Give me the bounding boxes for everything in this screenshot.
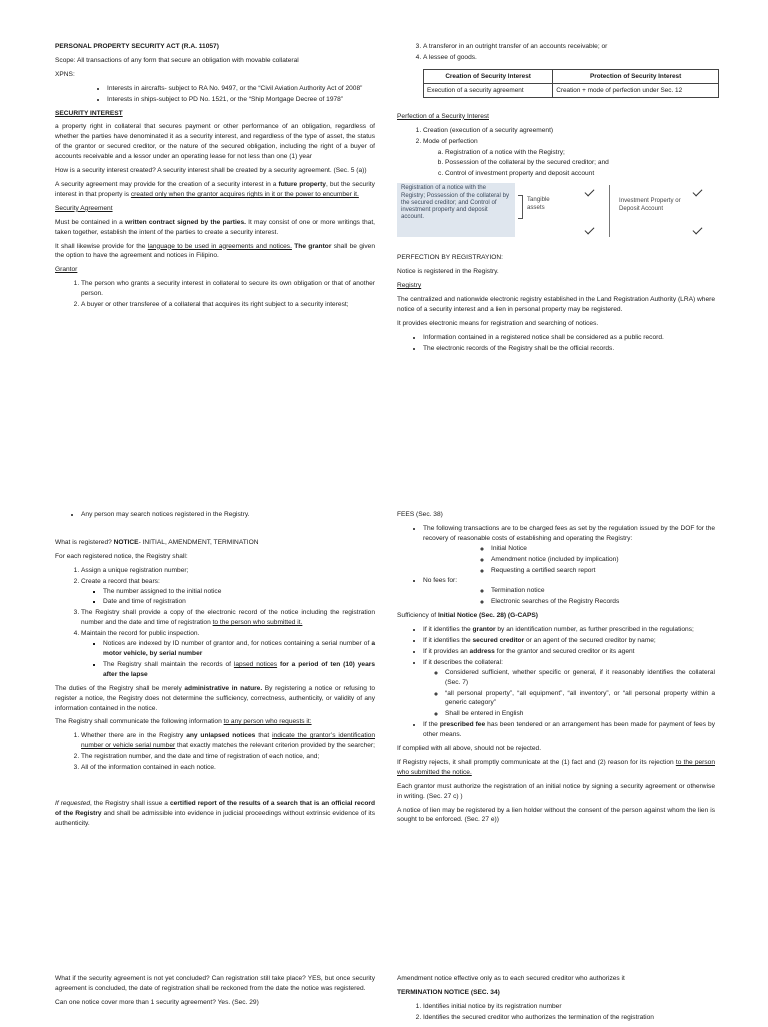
diagram-investment-label: Investment Property or Deposit Account — [619, 197, 681, 212]
diagram-divider — [609, 185, 610, 237]
list-item: • The electronic records of the Registry shall be the official records. — [423, 344, 715, 354]
table-header: Protection of Security Interest — [553, 69, 719, 83]
text-span: to any person who requests it: — [223, 718, 312, 726]
list-item — [423, 658, 715, 719]
text-span: Maintain the record for public inspection. — [81, 630, 200, 638]
text-span: A security agreement may provide for the creation of a security interest in a — [55, 180, 279, 188]
page-1-left-column — [55, 42, 375, 314]
grantor-list — [55, 279, 375, 310]
text-span: If it provides an — [423, 647, 470, 655]
text-span: to the person who submitted it. — [212, 619, 303, 627]
sufficiency-list — [397, 625, 715, 740]
list-item: • Interests in aircrafts- subject to RA No. 9497, or the “Civil Aviation Authority Act of 2008” — [107, 84, 375, 94]
list-item: ◦ Considered sufficient, whether specific or general, if it reasonably identifies the collateral (Sec. 7) — [445, 668, 715, 688]
list-item: 1. Assign a unique registration number; — [81, 566, 375, 576]
text-span: It shall likewise provide for the — [55, 242, 148, 250]
text-span: future property — [278, 180, 326, 188]
list-item: ◦ Electronic searches of the Registry Records — [491, 597, 715, 607]
page-1-right-column — [397, 42, 715, 358]
diagram-tangible-label: Tangible assets — [527, 196, 550, 211]
text-span: If the — [423, 721, 440, 729]
text-span: Must be contained in a — [55, 218, 126, 226]
list-item: ◦ Initial Notice — [491, 544, 715, 554]
text-span: any unlapsed notices — [186, 732, 256, 740]
rejects-text — [397, 758, 715, 778]
list-item: ◦ “all personal property”, “all equipment”, “all inventory”, or “all personal property within a generic category” — [445, 689, 715, 709]
communicate-list — [55, 731, 375, 773]
security-agreement-heading: Security Agreement — [55, 204, 113, 212]
language-text — [55, 242, 375, 262]
text-span: - INITIAL, AMENDMENT, TERMINATION — [138, 538, 259, 546]
text-span: lapsed notices — [233, 660, 278, 668]
list-item: c. Control of investment property and deposit account — [445, 169, 715, 179]
text-span: address — [469, 647, 495, 655]
text-span: a motor vehicle, by serial number — [103, 640, 375, 657]
termination-list — [397, 1002, 715, 1023]
text-span: If it identifies the — [423, 626, 473, 634]
list-item — [423, 625, 715, 635]
text-span: What is registered? — [55, 538, 114, 546]
text-span: that exactly matches the relevant criterion provided by the searcher; — [175, 742, 375, 750]
fees-list — [397, 524, 715, 607]
brace-icon — [518, 195, 523, 219]
no-fees-items-list — [469, 586, 715, 607]
text-span: If requested — [55, 799, 91, 807]
page-2-right-column — [397, 510, 715, 829]
text-span: language to be used in agreements and notices. — [147, 242, 292, 250]
page-1 — [0, 32, 768, 362]
text-span: or an agent of the secured creditor by name; — [524, 636, 656, 644]
list-item: 3. A transferor in an outright transfer of an accounts receivable; or — [423, 42, 715, 52]
list-item: 1. Creation (execution of a security agreement) — [423, 126, 715, 136]
text-span: If it describes the collateral: — [423, 658, 503, 666]
text-span: by an identification number, as further prescribed in the regulations; — [495, 626, 694, 634]
list-item: ◦ Amendment notice (included by implication) — [491, 555, 715, 565]
list-item: 4. A lessee of goods. — [423, 53, 715, 63]
provides-text: It provides electronic means for registration and searching of notices. — [397, 319, 599, 327]
text-span: written contract signed by the parties. — [125, 218, 246, 226]
text-span: , but the security interest in that property is — [55, 180, 375, 198]
scope-text: Scope: All transactions of any form that secure an obligation with movable collateral — [55, 56, 299, 64]
sufficiency-heading — [397, 611, 715, 621]
list-item — [423, 647, 715, 657]
table-header: Creation of Security Interest — [424, 69, 553, 83]
grantor-heading: Grantor — [55, 266, 78, 274]
list-item — [81, 577, 375, 608]
check-icon — [585, 187, 595, 197]
list-item: ▪ The number assigned to the initial notice — [103, 587, 375, 597]
text-span: shall be given the option to have the agreement and notices in Filipino. — [55, 242, 376, 260]
check-icon — [693, 187, 703, 197]
if-requested-text — [55, 799, 375, 829]
page-3-left-column — [55, 974, 375, 1012]
text-span: that — [255, 732, 273, 740]
list-item — [81, 608, 375, 628]
page-2-left-column — [55, 510, 375, 833]
registry-definition: The centralized and nationwide electronic registry established in the Land Registration Authority (LRA) where notice of a security interest and a lien in personal property may be registered. — [397, 295, 715, 313]
text-span: The grantor — [291, 242, 332, 250]
not-concluded-text: What if the security agreement is not yet concluded? Can registration still take place? YES, but once security agreement is concluded, the date of registration shall be reckoned from the date the notice was registered. — [55, 975, 375, 992]
text-span: created only when the grantor acquires rights in it or the power to encumber it. — [130, 190, 359, 198]
perfection-list — [397, 126, 715, 180]
table-cell: Execution of a security agreement — [424, 83, 553, 97]
list-item: 2. A buyer or other transferee of a collateral that acquires its right subject to a security interest; — [81, 300, 375, 310]
list-item: 2. The registration number, and the date and time of registration of each notice, and; — [81, 752, 375, 762]
list-item: 1. Identifies initial notice by its registration number — [423, 1002, 715, 1012]
text-span: If Registry rejects, it shall promptly communicate at the (1) fact and (2) reason for its rejection — [397, 758, 676, 766]
termination-heading: TERMINATION NOTICE (SEC. 34) — [397, 988, 500, 996]
list-item — [423, 137, 715, 180]
xpns-label: XPNS: — [55, 70, 75, 78]
text-span: certified report of the results of a search that is an official record of the Registry — [55, 799, 376, 817]
text-span: The Registry shall communicate the following information — [55, 718, 224, 726]
text-span: for a period of ten (10) years after the lapse — [103, 660, 375, 678]
list-item — [423, 576, 715, 607]
how-created-text: How is a security interest created? A security interest shall be created by a security agreement. (Sec. 5 (a)) — [55, 167, 367, 175]
perfection-modes-list — [423, 148, 715, 180]
communicate-text — [55, 717, 375, 727]
text-span: No fees for: — [423, 577, 458, 585]
list-item — [103, 639, 375, 659]
xpns-list — [55, 84, 375, 105]
page-2 — [0, 500, 768, 830]
text-span: indicate the grantor’s identification number or vehicle serial number — [81, 732, 376, 750]
registry-heading: Registry — [397, 282, 422, 290]
text-span: Create a record that bears: — [81, 577, 160, 585]
text-span: administrative in nature. — [184, 684, 263, 692]
text-span: Notices are indexed by ID number of grantor and, for notices containing a serial number of — [103, 640, 372, 648]
table-row — [424, 83, 719, 97]
fees-items-list — [469, 544, 715, 576]
for-each-text: For each registered notice, the Registry shall: — [55, 552, 188, 560]
what-registered-text — [55, 538, 375, 548]
security-interest-table — [423, 69, 719, 98]
list-item: a. Registration of a notice with the Registry; — [445, 148, 715, 158]
text-span: NOTICE — [113, 538, 139, 546]
perfection-diagram — [397, 183, 697, 241]
lien-text: A notice of lien may be registered by a lien holder without the consent of the person against whom the lien is sought to be enforced. (Sec. 27 e)) — [397, 806, 715, 824]
fees-heading: FEES (Sec. 38) — [397, 511, 443, 518]
diagram-box: Registration of a notice with the Registry; Possession of the collateral by the secured creditor; and Control of investment property and deposit account. — [397, 183, 515, 237]
text-span: to the person who submitted the notice. — [397, 758, 715, 776]
list-item — [81, 629, 375, 680]
search-list — [55, 510, 375, 520]
provides-list — [397, 333, 715, 354]
text-span: The duties of the Registry shall be merely — [55, 684, 185, 692]
page-3 — [0, 962, 768, 1024]
if-complied-text: If complied with all above, should not be rejected. — [397, 745, 542, 753]
table-header-row — [424, 69, 719, 83]
list-item: ◦ Shall be entered in English — [445, 709, 715, 719]
list-item — [423, 636, 715, 646]
grantor-list-continued — [397, 42, 715, 63]
text-span: By registering a notice or refusing to register a notice, the Registry does not determine the sufficiency, correctness, authenticity, or validity of any information contained in the notice. — [55, 684, 376, 712]
text-span: If it identifies the — [423, 636, 473, 644]
duties-text — [55, 684, 375, 714]
future-property-text — [55, 180, 375, 200]
check-icon — [585, 225, 595, 235]
text-span: and shall be admissible into evidence in judicial proceedings without extrinsic evidence of its authenticity. — [55, 809, 376, 827]
list-item: 2. Identifies the secured creditor who authorizes the termination of the registration — [423, 1013, 715, 1023]
list-item — [81, 731, 375, 751]
text-span: prescribed fee — [439, 721, 486, 729]
list-item: • Any person may search notices registered in the Registry. — [81, 510, 375, 520]
registry-steps-list — [55, 566, 375, 680]
list-item — [423, 720, 715, 740]
perfection-heading: Perfection of a Security Interest — [397, 112, 489, 120]
list-item: ◦ Termination notice — [491, 586, 715, 596]
notice-registered-text: Notice is registered in the Registry. — [397, 268, 499, 276]
list-item: 1. The person who grants a security interest in collateral to secure its own obligation or that of another person. — [81, 279, 375, 299]
amendment-text: Amendment notice effective only as to each secured creditor who authorizes it — [397, 975, 625, 982]
list-item: ◦ Requesting a certified search report — [491, 566, 715, 576]
index-items-list — [81, 639, 375, 680]
text-span: has been tendered or an arrangement has been made for payment of fees by other means. — [423, 721, 716, 739]
list-item — [103, 660, 375, 680]
text-span: The Registry shall provide a copy of the electronic record of the notice including the registration number and the date and time of registration — [81, 609, 375, 627]
list-item: • Interests in ships-subject to PD No. 1521, or the “Ship Mortgage Decree of 1978” — [107, 95, 375, 105]
list-item: 3. All of the information contained in each notice. — [81, 763, 375, 773]
list-item: • Information contained in a registered notice shall be considered as a public record. — [423, 333, 715, 343]
security-interest-definition: a property right in collateral that secures payment or other performance of an obligation, regardless of whether the parties have denominated it as a security interest, and regardless of the type of asset, the status of the grantor or secured creditor, or the nature of the secured obligation, including the right of a buyer of accounts receivable and a lessor under an operating lease for not less than one (1) year — [55, 123, 375, 161]
text-span: for the grantor and secured creditor or its agent — [494, 647, 635, 655]
one-notice-text: Can one notice cover more than 1 security agreement? Yes. (Sec. 29) — [55, 998, 259, 1006]
text-span: Mode of perfection — [423, 137, 478, 145]
text-span: , the Registry shall issue a — [90, 799, 171, 807]
security-interest-heading: SECURITY INTEREST — [55, 109, 123, 117]
text-span: It may consist of one or more writings that, taken together, establish the intent of the parties to create a security interest. — [55, 218, 375, 236]
each-grantor-text: Each grantor must authorize the registration of an initial notice by signing a security agreement or otherwise in writing. (Sec. 27 c) ) — [397, 782, 715, 800]
text-span: Initial Notice (Sec. 28) (G-CAPS) — [437, 612, 538, 620]
collateral-list — [423, 668, 715, 720]
page-3-right-column — [397, 974, 715, 1027]
table-cell: Creation + mode of perfection under Sec. 12 — [553, 83, 719, 97]
record-items-list — [81, 587, 375, 608]
text-span: secured creditor — [472, 636, 525, 644]
text-span: grantor — [472, 626, 496, 634]
check-icon — [693, 225, 703, 235]
text-span: The Registry shall maintain the records of — [103, 660, 234, 668]
text-span: Sufficiency of — [397, 612, 438, 620]
security-agreement-text — [55, 218, 375, 238]
text-span: Whether there are in the Registry — [81, 732, 187, 740]
list-item: ▪ Date and time of registration — [103, 597, 375, 607]
perfection-by-registration-heading: PERFECTION BY REGISTRAYION: — [397, 254, 504, 262]
list-item: b. Possession of the collateral by the secured creditor; and — [445, 158, 715, 168]
act-title: PERSONAL PROPERTY SECURITY ACT (R.A. 11057) — [55, 43, 219, 50]
list-item — [423, 524, 715, 576]
text-span: The following transactions are to be charged fees as set by the regulation issued by the DOF for the recovery of reasonable costs of establishing and operating the Registry: — [423, 524, 715, 542]
